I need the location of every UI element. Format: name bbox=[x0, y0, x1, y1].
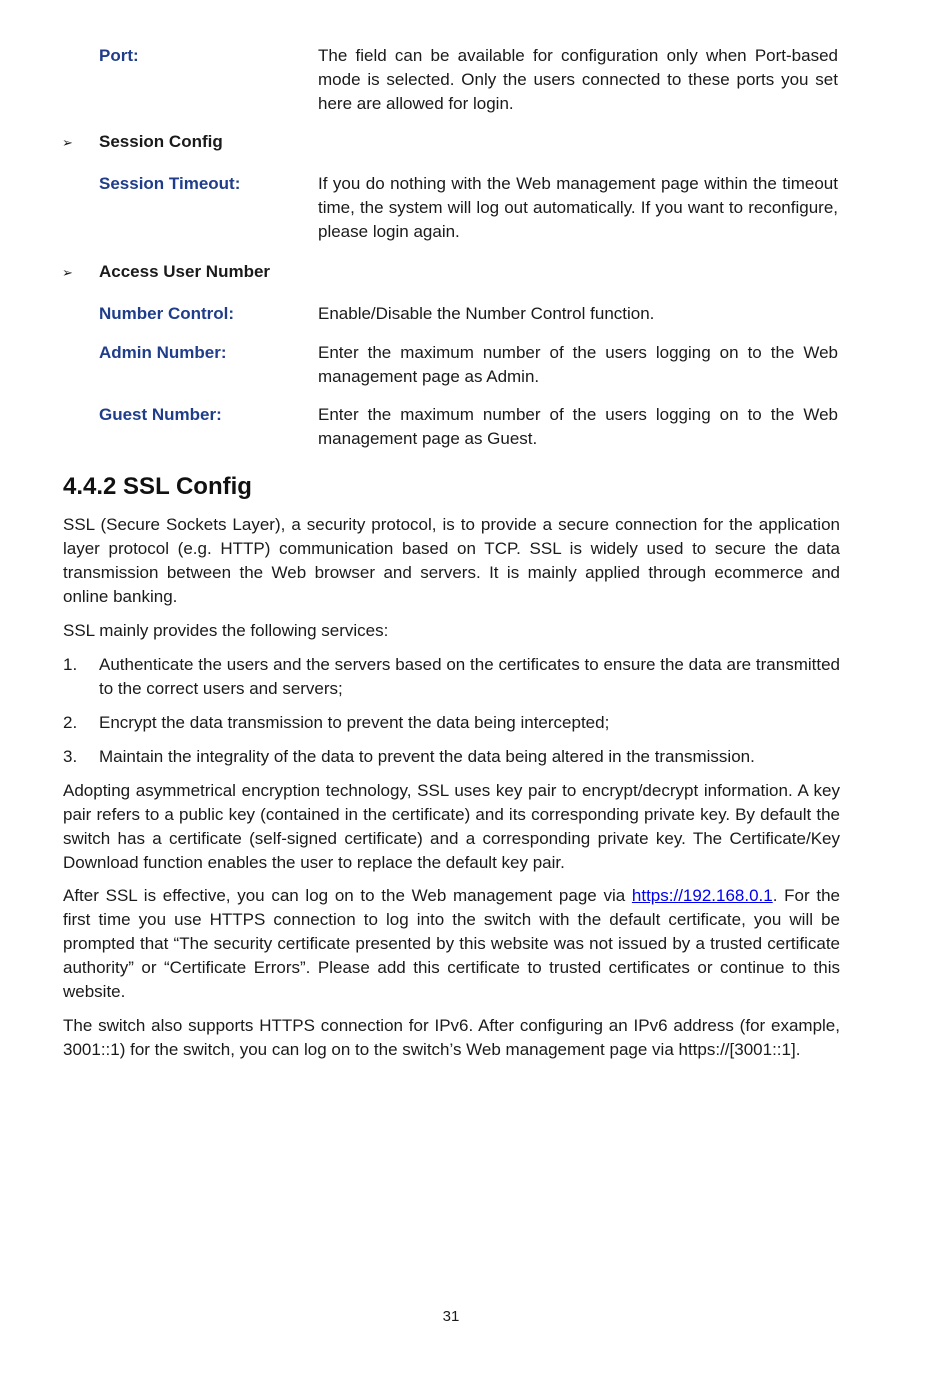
list-item-text: Encrypt the data transmission to prevent the data being intercepted; bbox=[99, 713, 610, 732]
list-item-text: Maintain the integrality of the data to prevent the data being altered in the transmission. bbox=[99, 747, 755, 766]
https-ip-link[interactable]: https://192.168.0.1 bbox=[631, 886, 773, 905]
session-config-label: Session Config bbox=[99, 132, 223, 151]
admin-number-term: Admin Number: bbox=[99, 343, 227, 362]
list-item-text: Authenticate the users and the servers based on the certificates to ensure the data are transmitted to the correct users and servers; bbox=[99, 655, 840, 698]
list-item-number: 1. bbox=[63, 655, 78, 674]
asymmetric-encryption-paragraph: Adopting asymmetrical encryption technology, SSL uses key pair to encrypt/decrypt information. A key pair refers to a public key (contained in the certificate) and its corresponding private key. By default the switch has a certificate (self-signed certificate) and a corresponding private key. The Certificate/Key Download function enables the user to replace the default key pair. bbox=[63, 781, 840, 872]
list-item bbox=[63, 711, 840, 735]
number-control-description: Enable/Disable the Number Control function. bbox=[318, 304, 655, 323]
session-timeout-description: If you do nothing with the Web management page within the timeout time, the system will log out automatically. If you want to reconfigure, please login again. bbox=[318, 174, 838, 241]
admin-number-description: Enter the maximum number of the users logging on to the Web management page as Admin. bbox=[318, 343, 838, 386]
number-control-term: Number Control: bbox=[99, 304, 235, 323]
access-user-number-heading bbox=[62, 260, 462, 285]
ssl-intro-paragraph: SSL (Secure Sockets Layer), a security protocol, is to provide a secure connection for the application layer protocol (e.g. HTTP) communication based on TCP. SSL is widely used to secure the data transmission between the Web browser and servers. It is mainly applied through ecommerce and online banking. bbox=[63, 515, 840, 606]
port-term: Port: bbox=[99, 46, 139, 65]
session-timeout-term: Session Timeout: bbox=[99, 174, 241, 193]
services-lead-paragraph: SSL mainly provides the following services: bbox=[63, 621, 389, 640]
list-item bbox=[63, 745, 840, 769]
arrow-bullet-icon: ➢ bbox=[62, 135, 73, 150]
guest-number-term: Guest Number: bbox=[99, 405, 222, 424]
section-title: 4.4.2 SSL Config bbox=[63, 473, 252, 500]
list-item-number: 3. bbox=[63, 747, 78, 766]
guest-number-description: Enter the maximum number of the users logging on to the Web management page as Guest. bbox=[318, 405, 838, 448]
access-user-number-label: Access User Number bbox=[99, 262, 271, 281]
https-access-paragraph bbox=[63, 884, 840, 1004]
ipv6-paragraph: The switch also supports HTTPS connection for IPv6. After configuring an IPv6 address (for example, 3001::1) for the switch, you can log on to the switch’s Web management page via https://[3001::1]. bbox=[63, 1016, 840, 1059]
list-item-number: 2. bbox=[63, 713, 78, 732]
list-item bbox=[63, 653, 840, 701]
session-config-heading bbox=[62, 130, 462, 155]
arrow-bullet-icon: ➢ bbox=[62, 265, 73, 280]
https-access-suffix: . For the first time you use HTTPS connection to log into the switch with the default certificate, you will be prompted that “The security certificate presented by this website was not issued by a trusted certificate authority” or “Certificate Errors”. Please add this certificate to trusted certificates or continue to this website. bbox=[63, 886, 840, 1001]
port-description: The field can be available for configuration only when Port-based mode is selected. Only the users connected to these ports you set here are allowed for login. bbox=[318, 46, 838, 113]
page-number: 31 bbox=[442, 1308, 460, 1325]
https-access-prefix: After SSL is effective, you can log on to the Web management page via bbox=[63, 886, 632, 905]
